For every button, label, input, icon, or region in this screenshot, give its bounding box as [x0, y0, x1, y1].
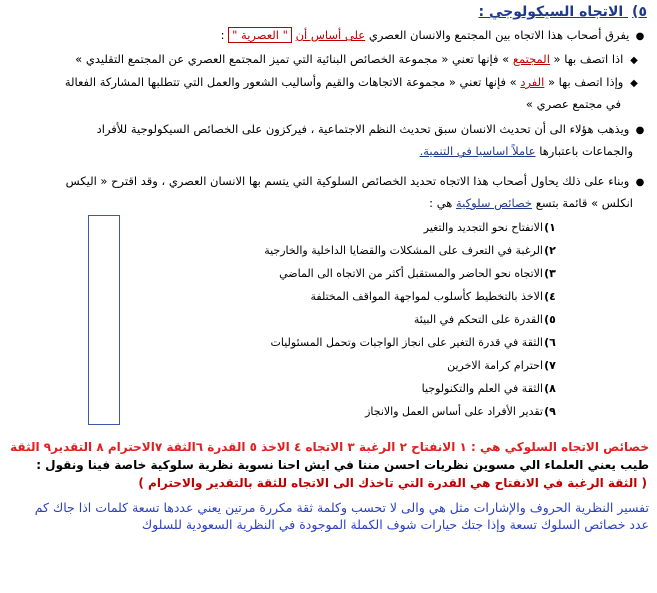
note-interpretation-line-2: عدد خصائص السلوك تسعة وإذا جتك حيارات شوف الكملة الموجودة في النظرية السعودية للسلوك [141, 517, 649, 532]
para3-highlight: خصائص سلوكية [456, 196, 533, 210]
black-circle-bullet-icon: ● [635, 125, 645, 136]
sub-point-1: ◆ اذا اتصف بها « المجتمع » فإنها تعني « مجموعة الخصائص البنائية التي تميز المجتمع العصري عن المجتمع التقليدي » [4, 50, 641, 70]
note-explanation-line: طيب يعني العلماء الي مسوين نظريات احسن مننا في ايش احنا نسوية نظرية سلوكية خاصة فينا ونقول : [36, 458, 649, 472]
list-item: ٩)تقدير الأفراد على أساس العمل والانجاز [365, 405, 556, 418]
list-item: ٢)الرغبة في التعرف على المشكلات والقضايا الداخلية والخارجية [264, 244, 556, 257]
note-summary-line: خصائص الاتجاه السلوكي هي : ١ الانفتاح ٢ الرغبة ٣ الاتجاه ٤ الاخذ ٥ القدرة ٦الثقة ٧الاحترام ٨ التقدير٩ الثقة [10, 440, 649, 454]
black-circle-bullet-icon: ● [635, 31, 645, 42]
section-heading [479, 4, 648, 20]
diamond-bullet-icon: ◆ [630, 55, 638, 66]
paragraph-2-line-2: والجماعات باعتبارها عاملاً اساسيا في التنمية. [419, 144, 633, 158]
heading-number: ٥) [632, 4, 647, 20]
para1-boxed-term: " العصرية " [228, 27, 292, 43]
para1-highlight: على أساس أن [295, 28, 366, 42]
note-mnemonic-line: ( الثقة الرغبة في الانفتاح هي القدرة التي تاخذك الى الاتجاه للثقة بالتقدير والاحترام ) [138, 476, 647, 490]
list-item: ٦)الثقة في قدرة التغير على انجاز الواجبات وتحمل المسئوليات [270, 336, 556, 349]
note-interpretation-line-1: تفسير النظرية الحروف والإشارات مثل هي والى لا تحسب وكلمة ثقة مكررة مرتين يعني عددها تسعة كلمات اذا جاك كم [34, 500, 649, 515]
sub-point-2: ◆ وإذا اتصف بها « الفرد » فإنها تعني « مجموعة الاتجاهات والقيم وأساليب الشعور والعمل التي تتطلبها المشاركة الفعالة [4, 73, 641, 93]
heading-title: الاتجاه السيكولوجي : [478, 4, 624, 20]
characteristics-list [0, 216, 557, 423]
sub2-highlight: الفرد [520, 75, 545, 89]
sub1-highlight: المجتمع [512, 52, 550, 66]
paragraph-3-line-2: انكلس » قائمة بتسع خصائص سلوكية هي : [429, 196, 633, 210]
list-item: ٧)احترام كرامة الاخرين [447, 359, 556, 372]
sub-point-2-continuation: في مجتمع عصري » [525, 97, 621, 111]
paragraph-2-line-1: ● ويذهب هؤلاء الى أن تحديث الانسان سبق تحديث النظم الاجتماعية ، فيركزون على الخصائص السيكولوجية للأفراد [4, 120, 647, 140]
diamond-bullet-icon: ◆ [630, 78, 638, 89]
list-item: ٤)الاخذ بالتخطيط كأسلوب لمواجهة المواقف المختلفة [310, 290, 556, 303]
para2-highlight: عاملاً اساسيا في التنمية. [419, 144, 536, 158]
list-item: ٨)الثقة في العلم والتكنولوجيا [421, 382, 556, 395]
paragraph-1: ● يفرق أصحاب هذا الاتجاه بين المجتمع والانسان العصري على أساس أن " العصرية " : [4, 26, 647, 46]
black-circle-bullet-icon: ● [635, 177, 645, 188]
list-item: ١)الانفتاح نحو التجديد والتغير [423, 221, 556, 234]
list-item: ٥)القدرة على التحكم في البيئة [413, 313, 556, 326]
paragraph-3-line-1: ● وبناء على ذلك يحاول أصحاب هذا الاتجاه تحديد الخصائص السلوكية التي يتسم بها الانسان العصري ، وقد اقترح « اليكس [4, 172, 647, 192]
list-item: ٣)الاتجاه نحو الحاضر والمستقبل أكثر من الاتجاه الى الماضي [279, 267, 556, 280]
